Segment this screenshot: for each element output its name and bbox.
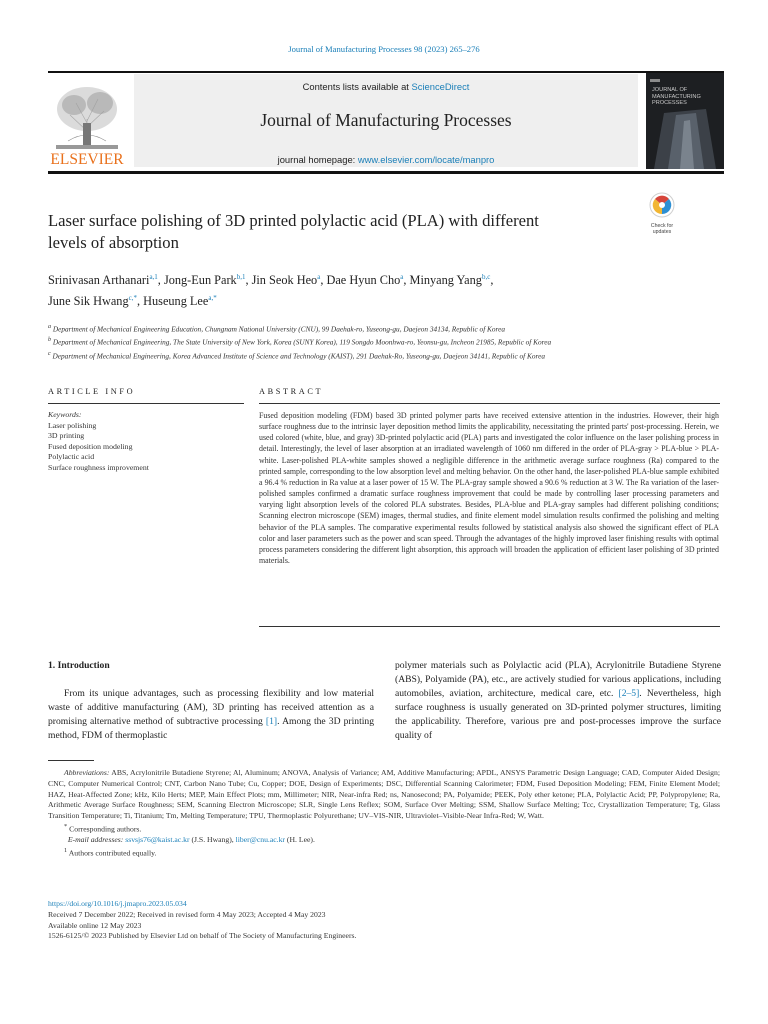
citation-link[interactable]: [2–5] <box>618 688 640 700</box>
author-name[interactable]: June Sik Hwang <box>48 294 129 309</box>
banner-top-rule <box>48 71 724 73</box>
banner-bottom-rule <box>48 171 724 174</box>
received-dates: Received 7 December 2022; Received in revised form 4 May 2023; Accepted 4 May 2023 <box>48 909 326 919</box>
abstract-text: Fused deposition modeling (FDM) based 3D printed polymer parts have received extensive attention in the industries. However, their high surface roughness due to the intrinsic layer deposition method limits the applicability, necessitating the printed parts' post-processing. Herein, we used colored (white, blue, and gray) 3D-printed polylactic acid (PLA) parts and investigated the color influence on the laser polishing process in detail. Interestingly, the level of laser absorption at an irradiated wavelength of 1060 nm differed in the order of PLA-gray > PLA-blue > PLA-white. Laser-polished PLA-white samples showed a negligible difference in the arithmetic average surface roughness (Ra) compared to the printed sample, corresponding to the low absorption level and melting behavior. On the other hand, the laser-polished PLA-blue sample exhibited a 96.4 % reduction in Ra value at a laser power of 15 W. The PLA-gray sample showed a 90.6 % reduction at 3 W. The Ra variation of the laser-polished samples confirmed a dramatic surface roughness improvement that could be made by controlling laser processing parameters and varying light absorption levels of the colored PLA substrates. Besides, PLA-blue and PLA-gray samples had different polishing conditions; Scanning electron microscope (SEM) images, thermal studies, and finite element model simulation results confirmed the polishing and melting behavior of the PLA samples. The comparative experimental results followed by statistical analysis also showed the significant effect of PLA color and laser parameters such as the power and scan speed. Through the advantages of the highly improved laser finishing results with optimal process parameters considering the different light absorption, this approach will broaden the application of efficient laser polishing of 3D printed materials. <box>259 411 719 566</box>
doi-link[interactable]: https://doi.org/10.1016/j.jmapro.2023.05.034 <box>48 899 187 908</box>
author-affiliation-marker[interactable]: c,* <box>128 294 137 303</box>
cover-title: JOURNAL OF MANUFACTURING PROCESSES <box>652 87 701 106</box>
available-online: Available online 12 May 2023 <box>48 920 142 930</box>
author-affiliation-marker[interactable]: a <box>317 273 321 281</box>
affiliations <box>48 322 728 362</box>
email-footnote: E-mail addresses: ssvsjs76@kaist.ac.kr (J.S. Hwang), liber@cnu.ac.kr (H. Lee). <box>67 835 315 845</box>
keywords-box <box>48 410 244 474</box>
introduction-right-column: polymer materials such as Polylactic acid (PLA), Acrylonitrile Butadiene Styrene (ABS), Polyamide (PA), etc., are actively studied for various applications, including automobiles, aviation, architecture, medical care, etc. [2–5]. Nevertheless, high surface roughness is usually generated on 3D-printed polymer structures, limiting the applicability. Therefore, various pre and post-processes improve the surface quality of <box>395 660 722 742</box>
article-info-heading: ARTICLE INFO <box>48 387 136 396</box>
keywords-label: Keywords: <box>48 410 82 419</box>
article-title: Laser surface polishing of 3D printed polylactic acid (PLA) with different levels of absorption <box>48 211 539 252</box>
footnotes <box>48 768 720 860</box>
abbreviations-footnote: Abbreviations: ABS, Acrylonitrile Butadiene Styrene; Al, Aluminum; ANOVA, Analysis of Variance; AM, Additive Manufacturing; APDL, ANSYS Parametric Design Language; CAD, Computer Aided Design; CNC, Computer Numerical Control; CNT, Carbon Nano Tube; Cu, Copper; DOE, Design of Experiments; DSC, Differential Scanning Calorimeter; FDM, Fused Deposition Modeling; FEM, Finite Element Model; HAZ, Heat-Affected Zone; kHz, Kilo Herts; MEP, Main Effect Plots; mm, Millimeter; NIR, Near-infra Red; ns, Nanosecond; PA, Polyamide; PEEK, Poly ether ketone; PLA, Polylactic Acid; PP, Polypropylene; Ra, Arithmetic Average Surface Roughness; SEM, Scanning Electron Microscope; SLR, Single Lens Reflex; SOM, Surface Over Melting; SSM, Shallow Surface Melting; Tcc, Crystallization Temperature; Tg, Glass Transition Temperature; Ti, Titanium; Tm, Melting Temperature; TPU, Thermoplastic Polyurethane; UV–VIS-NIR, Ultraviolet–Visible-Near Infra-Red; W, Watt. <box>48 768 720 821</box>
journal-banner <box>48 71 724 171</box>
journal-title: Journal of Manufacturing Processes <box>260 110 512 130</box>
affiliation-item: $^a$ Department of Mechanical Engineering Education, Chungnam National University (CNU), 99 Daehak-ro, Yuseong-gu, Daejeon 34134, Republic of Korea <box>48 324 506 334</box>
author-name[interactable]: Jin Seok Heo <box>251 273 318 288</box>
elsevier-tree-logo <box>48 79 126 167</box>
author-name[interactable]: Srinivasan Arthanari <box>48 273 150 288</box>
journal-homepage: journal homepage: www.elsevier.com/locate/manpro <box>277 154 495 165</box>
homepage-link[interactable]: www.elsevier.com/locate/manpro <box>357 154 495 165</box>
elsevier-wordmark: ELSEVIER <box>50 151 124 167</box>
journal-banner-center <box>134 74 638 167</box>
sciencedirect-link[interactable]: ScienceDirect <box>411 81 470 92</box>
author-affiliation-marker[interactable]: b,c <box>481 273 491 281</box>
copyright-line: 1526-6125/© 2023 Published by Elsevier Ltd on behalf of The Society of Manufacturing Engineers. <box>48 931 357 941</box>
section-heading-introduction: 1. Introduction <box>48 660 110 671</box>
author-name[interactable]: Minyang Yang <box>409 273 482 288</box>
author-affiliation-marker[interactable]: a,1 <box>149 273 158 281</box>
footnote-rule <box>48 760 94 761</box>
email-link[interactable]: ssvsjs76@kaist.ac.kr <box>125 835 190 845</box>
abstract-bottom-rule <box>259 626 720 627</box>
citation-link[interactable]: [1] <box>265 716 278 728</box>
affiliation-item: $^c$ Department of Mechanical Engineering, Korea Advanced Institute of Science and Technology (KAIST), 291 Daehak-Ro, Yuseong-gu, Daejeon 34141, Republic of Korea <box>48 350 545 361</box>
affiliation-item: $^b$ Department of Mechanical Engineering, The State University of New York, Korea (SUNY Korea), 119 Songdo Moonhwa-ro, Yeonsu-gu, Incheon 21985, Republic of Korea <box>48 337 552 347</box>
author-list: Srinivasan Arthanari$^{a,1}$, Jong-Eun Park$^{b,1}$, Jin Seok Heo$^a$, Dae Hyun Cho$^a$, Minyang Yang$^{b,c}$, June Sik Hwang$^{c,*}$, Huseung Lee$^{a,*}$ <box>48 273 494 309</box>
keyword-item: Fused deposition modeling <box>48 441 133 451</box>
author-affiliation-marker[interactable]: a,* <box>208 294 217 303</box>
publication-info <box>48 899 720 942</box>
crossmark-icon <box>646 192 678 218</box>
author-name[interactable]: Jong-Eun Park <box>163 273 237 288</box>
contents-line: Contents lists available at ScienceDirect <box>302 81 470 92</box>
author-name[interactable]: Huseung Lee <box>143 294 209 309</box>
introduction-left-column: From its unique advantages, such as processing flexibility and low material waste of additive manufacturing (AM), 3D printing has received attention as a promising alternative method of subtractive processing [1]. Among the 3D printing method, FDM of thermoplastic <box>48 688 375 742</box>
author-affiliation-marker[interactable]: b,1 <box>236 273 246 281</box>
abstract-rule <box>259 403 720 404</box>
keyword-item: Polylactic acid <box>48 452 95 462</box>
author-affiliation-marker[interactable]: a <box>400 273 404 281</box>
abstract-heading: ABSTRACT <box>259 387 324 396</box>
running-header[interactable]: Journal of Manufacturing Processes 98 (2023) 265–276 <box>288 44 480 54</box>
journal-cover-thumbnail[interactable] <box>646 73 724 169</box>
check-for-updates-badge[interactable]: Check for updates <box>646 192 678 232</box>
article-info-rule <box>48 403 244 404</box>
author-name[interactable]: Dae Hyun Cho <box>326 273 401 288</box>
keywords-list <box>48 421 244 474</box>
keyword-item: 3D printing <box>48 431 85 441</box>
keyword-item: Surface roughness improvement <box>48 462 149 472</box>
keyword-item: Laser polishing <box>48 420 97 430</box>
corresponding-footnote: * Corresponding authors. <box>64 822 142 834</box>
email-link[interactable]: liber@cnu.ac.kr <box>235 835 285 845</box>
equal-contribution-footnote: $^1$ Authors contributed equally. <box>64 847 157 858</box>
